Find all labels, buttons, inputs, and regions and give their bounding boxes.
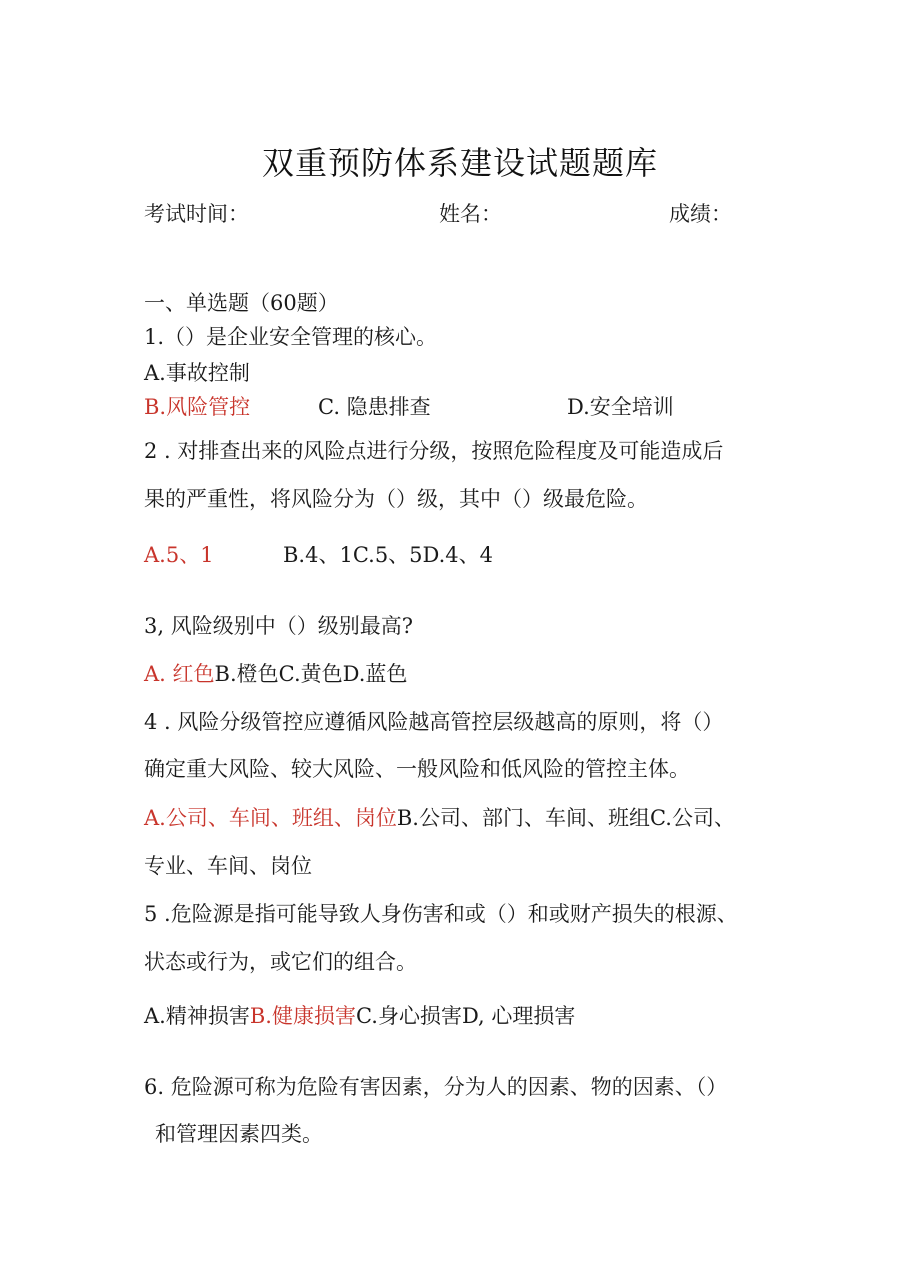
score-label: 成绩： xyxy=(669,202,732,226)
question-2-other-options: B.4、1C.5、5D.4、4 xyxy=(283,543,494,567)
question-5-stem-line2: 状态或行为，或它们的组合。 xyxy=(144,950,417,974)
question-3-other-options: B.橙色C.黄色D.蓝色 xyxy=(214,662,408,686)
question-1-option-a: A.事故控制 xyxy=(144,361,250,385)
question-4-stem-line2: 确定重大风险、较大风险、一般风险和低风险的管控主体。 xyxy=(144,757,690,781)
question-2-stem-line2: 果的严重性，将风险分为（）级，其中（）级最危险。 xyxy=(144,487,648,511)
question-1-stem: 1.（）是企业安全管理的核心。 xyxy=(144,325,438,349)
question-4-options-line2: 专业、车间、岗位 xyxy=(144,854,312,878)
question-4-options xyxy=(144,808,735,829)
page-title: 双重预防体系建设试题题库 xyxy=(261,144,658,182)
section-heading: 一、单选题（60题） xyxy=(144,291,339,315)
question-1-option-c: C. 隐患排查 xyxy=(318,395,431,419)
question-5-option-a: A.精神损害 xyxy=(144,1004,250,1028)
question-5-stem-line1: 5 .危险源是指可能导致人身伤害和或（）和或财产损失的根源、 xyxy=(144,902,738,926)
question-6-stem-line2: 和管理因素四类。 xyxy=(155,1122,323,1146)
question-4-stem-line1: 4 . 风险分级管控应遵循风险越高管控层级越高的原则，将（） xyxy=(144,710,724,734)
question-4-answer: A.公司、车间、班组、岗位 xyxy=(144,806,397,830)
exam-time-label: 考试时间： xyxy=(144,202,249,226)
question-3-answer: A. 红色 xyxy=(144,662,215,686)
question-3-stem: 3, 风险级别中（）级别最高? xyxy=(144,614,413,638)
name-label: 姓名： xyxy=(439,202,502,226)
question-2-stem-line1: 2 . 对排查出来的风险点进行分级，按照危险程度及可能造成后 xyxy=(144,439,724,463)
question-5-options xyxy=(144,1006,575,1027)
question-5-answer: B.健康损害 xyxy=(249,1004,356,1028)
question-5-other-options: C.身心损害D, 心理损害 xyxy=(355,1004,576,1028)
question-6-stem-line1: 6. 危险源可称为危险有害因素，分为人的因素、物的因素、（） xyxy=(144,1075,728,1099)
question-4-other-options: B.公司、部门、车间、班组C.公司、 xyxy=(396,806,735,830)
question-3-options xyxy=(144,664,407,685)
question-2-answer: A.5、1 xyxy=(144,543,214,567)
question-1-option-b-answer: B.风险管控 xyxy=(144,395,251,419)
question-1-option-d: D.安全培训 xyxy=(567,395,674,419)
